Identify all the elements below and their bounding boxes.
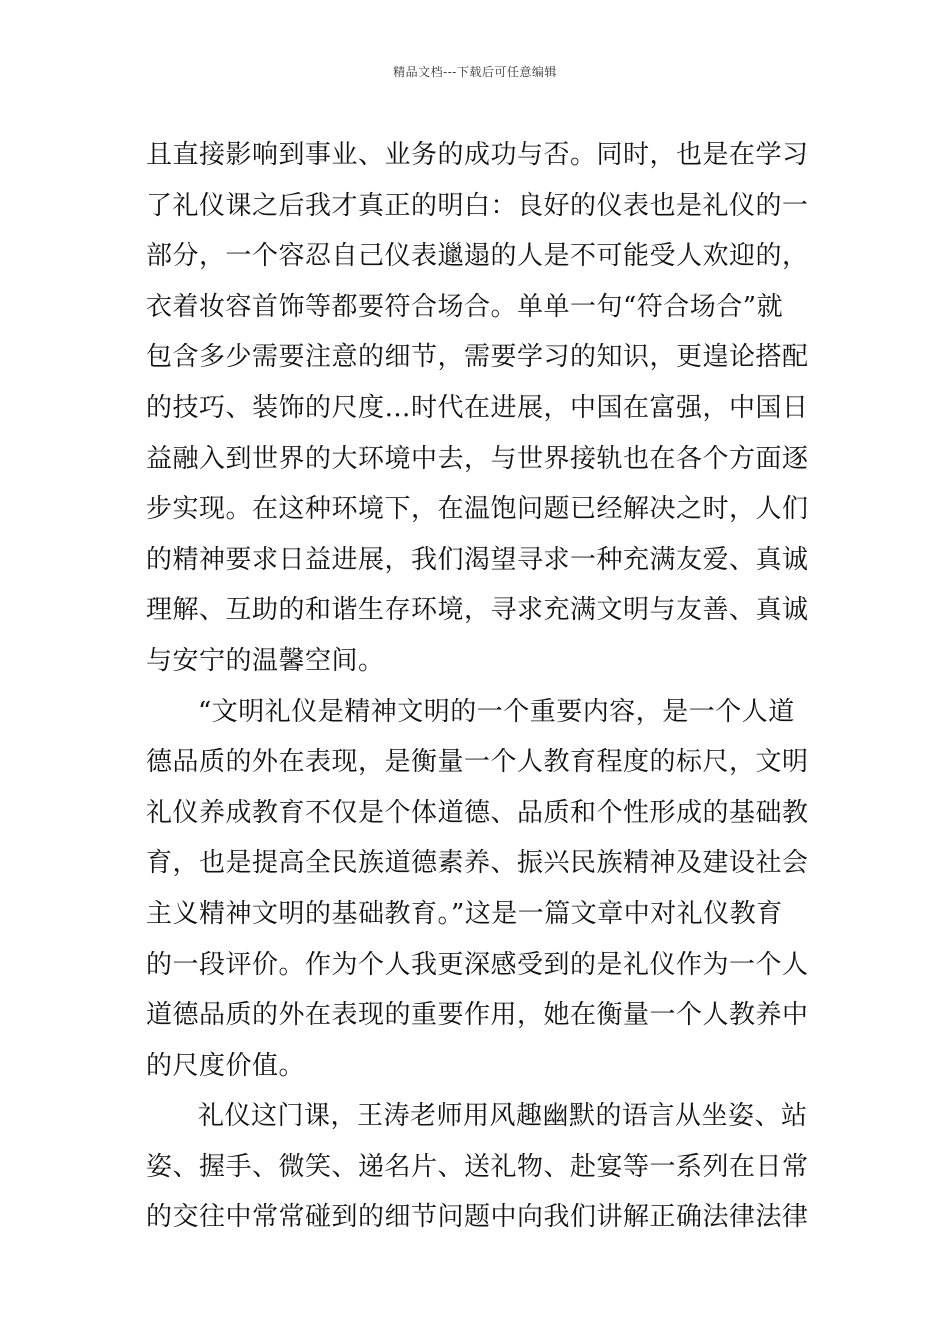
text-line: 姿、握手、微笑、递名片、送礼物、赴宴等一系列在日常: [146, 1151, 809, 1182]
text-line: 与安宁的温馨空间。: [146, 645, 385, 676]
text-line: 礼仪养成教育不仅是个体道德、品质和个性形成的基础教: [146, 797, 809, 828]
paragraph-start-line: 礼仪这门课，王涛老师用风趣幽默的语言从坐姿、站: [198, 1101, 808, 1132]
text-line: 理解、互助的和谐生存环境，寻求充满文明与友善、真诚: [146, 595, 809, 626]
text-line: 的技巧、装饰的尺度…时代在进展，中国在富强，中国日: [146, 392, 809, 423]
text-line: 部分，一个容忍自己仪表邋遢的人是不可能受人欢迎的，: [146, 241, 809, 272]
text-line: 了礼仪课之后我才真正的明白：良好的仪表也是礼仪的一: [146, 190, 809, 221]
document-body: [146, 130, 812, 1243]
text-line: 的精神要求日益进展，我们渴望寻求一种充满友爱、真诚: [146, 544, 809, 575]
text-line: 且直接影响到事业、业务的成功与否。同时，也是在学习: [146, 140, 809, 170]
text-line: 育，也是提高全民族道德素养、振兴民族精神及建设社会: [146, 848, 809, 879]
page-header: 精品文档---下载后可任意编辑: [393, 65, 557, 79]
text-line: 包含多少需要注意的细节，需要学习的知识，更遑论搭配: [146, 342, 809, 373]
text-line: 主义精神文明的基础教育。”这是一篇文章中对礼仪教育: [146, 898, 783, 929]
text-line: 益融入到世界的大环境中去，与世界接轨也在各个方面逐: [146, 443, 809, 474]
text-line: 的交往中常常碰到的细节问题中向我们讲解正确法律法律: [146, 1202, 809, 1233]
text-line: 道德品质的外在表现的重要作用，她在衡量一个人教养中: [146, 1000, 809, 1031]
text-line: 的一段评价。作为个人我更深感受到的是礼仪作为一个人: [146, 949, 809, 980]
text-line: 衣着妆容首饰等都要符合场合。单单一句“符合场合”就: [146, 291, 784, 322]
text-line: 步实现。在这种环境下，在温饱问题已经解决之时，人们: [146, 494, 809, 525]
text-line: 德品质的外在表现，是衡量一个人教育程度的标尺，文明: [146, 747, 809, 778]
text-line: 的尺度价值。: [146, 1050, 306, 1081]
paragraph-start-line: “文明礼仪是精神文明的一个重要内容，是一个人道: [198, 696, 795, 727]
